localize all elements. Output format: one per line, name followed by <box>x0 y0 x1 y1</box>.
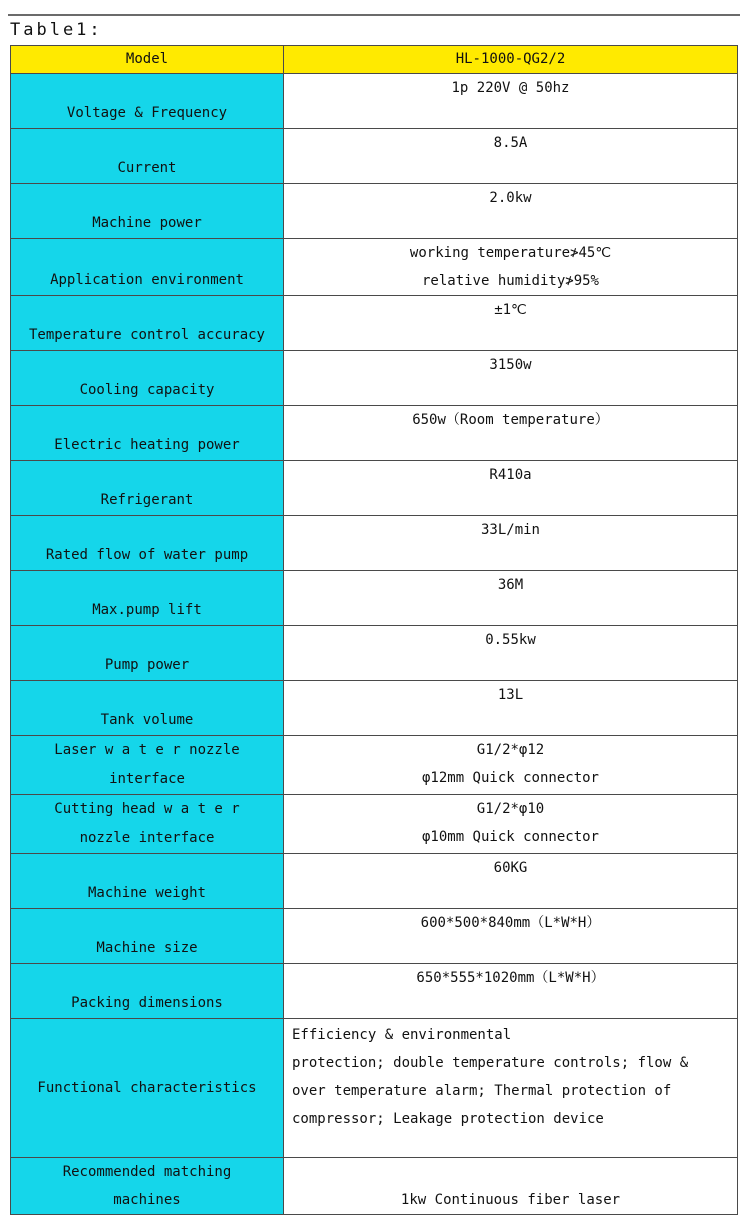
cell-line: Laser w a t e r nozzle <box>54 742 240 758</box>
row-label <box>11 964 284 1019</box>
cell-line: G1/2*φ12 <box>476 742 545 758</box>
row-value <box>284 129 738 184</box>
table-row <box>11 736 738 795</box>
table-row <box>11 681 738 736</box>
row-label <box>11 239 284 296</box>
cell-line: Tank volume <box>100 712 194 728</box>
table-row <box>11 184 738 239</box>
table-row <box>11 795 738 854</box>
cell-line: 13L <box>497 687 524 703</box>
cell-line: Efficiency & environmental <box>292 1027 512 1043</box>
top-rule <box>8 14 740 16</box>
cell-line: Electric heating power <box>54 437 240 453</box>
row-label <box>11 129 284 184</box>
cell-line: relative humidity≯95% <box>421 273 599 289</box>
row-value <box>284 461 738 516</box>
row-label <box>11 516 284 571</box>
table-row <box>11 406 738 461</box>
cell-line: Cutting head w a t e r <box>54 801 240 817</box>
cell-line: interface <box>109 771 185 787</box>
cell-line: Current <box>117 160 177 176</box>
cell-line: 60KG <box>493 860 528 876</box>
cell-line: Pump power <box>104 657 190 673</box>
row-value <box>284 681 738 736</box>
cell-line: ±1℃ <box>494 302 527 318</box>
row-label <box>11 681 284 736</box>
row-value: 1kw Continuous fiber laser <box>284 1158 738 1215</box>
row-value <box>284 239 738 296</box>
table-caption: Table1: <box>10 20 103 40</box>
row-label <box>11 461 284 516</box>
cell-line: Max.pump lift <box>92 602 202 618</box>
header-label: Model <box>11 46 284 74</box>
row-label <box>11 296 284 351</box>
row-value <box>284 964 738 1019</box>
row-label <box>11 909 284 964</box>
cell-line: Rated flow of water pump <box>45 547 249 563</box>
row-label <box>11 351 284 406</box>
table-row <box>11 129 738 184</box>
cell-line: Machine size <box>96 940 198 956</box>
row-value <box>284 795 738 854</box>
row-label <box>11 1158 284 1215</box>
cell-line: 8.5A <box>493 135 528 151</box>
row-label <box>11 406 284 461</box>
cell-line: 3150w <box>489 357 532 373</box>
table-row <box>11 854 738 909</box>
cell-line: compressor; Leakage protection device <box>292 1111 604 1127</box>
table-row <box>11 964 738 1019</box>
table-row <box>11 571 738 626</box>
cell-line: over temperature alarm; Thermal protection of <box>292 1083 672 1099</box>
row-value <box>284 351 738 406</box>
table-row <box>11 74 738 129</box>
table-row <box>11 626 738 681</box>
header-value: HL-1000-QG2/2 <box>284 46 738 74</box>
cell-line: machines <box>113 1192 181 1208</box>
cell-line: protection; double temperature controls; flow & <box>292 1055 689 1071</box>
cell-line: Voltage & Frequency <box>66 105 228 121</box>
cell-line: Refrigerant <box>100 492 194 508</box>
cell-line: R410a <box>489 467 532 483</box>
spec-table <box>10 45 738 1215</box>
cell-line: 650*555*1020mm（L*W*H） <box>416 970 605 986</box>
table-row <box>11 296 738 351</box>
cell-line: Temperature control accuracy <box>28 327 265 343</box>
row-label <box>11 74 284 129</box>
cell-line: 2.0kw <box>489 190 532 206</box>
cell-line: 600*500*840mm（L*W*H） <box>420 915 601 931</box>
cell-line: Cooling capacity <box>79 382 215 398</box>
row-value <box>284 571 738 626</box>
table-row-recommended <box>11 1158 738 1215</box>
row-value <box>284 406 738 461</box>
table-row <box>11 239 738 296</box>
row-label <box>11 795 284 854</box>
row-label <box>11 736 284 795</box>
row-label: Functional characteristics <box>11 1019 284 1158</box>
row-value <box>284 74 738 129</box>
cell-line: Packing dimensions <box>71 995 223 1011</box>
row-label <box>11 571 284 626</box>
row-value <box>284 854 738 909</box>
table-header-row <box>11 46 738 74</box>
table-row <box>11 461 738 516</box>
row-value <box>284 736 738 795</box>
cell-line: nozzle interface <box>79 830 215 846</box>
table-row-functional <box>11 1019 738 1158</box>
row-value <box>284 626 738 681</box>
cell-line: G1/2*φ10 <box>476 801 545 817</box>
row-value <box>284 1019 738 1158</box>
row-value <box>284 184 738 239</box>
row-value <box>284 516 738 571</box>
table-row <box>11 516 738 571</box>
row-label <box>11 854 284 909</box>
row-label <box>11 184 284 239</box>
cell-line: φ10mm Quick connector <box>421 829 599 845</box>
cell-line: Application environment <box>50 272 244 288</box>
table-row <box>11 351 738 406</box>
cell-line: 650w（Room temperature） <box>412 412 609 428</box>
row-value <box>284 909 738 964</box>
cell-line: Machine weight <box>87 885 206 901</box>
cell-line: Machine power <box>92 215 202 231</box>
cell-line: φ12mm Quick connector <box>421 770 599 786</box>
row-label <box>11 626 284 681</box>
cell-line: 0.55kw <box>485 632 536 648</box>
spec-table-body <box>11 46 738 1215</box>
cell-line: Recommended matching <box>62 1164 232 1180</box>
cell-line: 33L/min <box>480 522 540 538</box>
row-value <box>284 296 738 351</box>
cell-line: working temperature≯45℃ <box>409 245 612 261</box>
cell-line: 1p 220V @ 50hz <box>451 80 570 96</box>
table-row <box>11 909 738 964</box>
cell-line: 36M <box>497 577 524 593</box>
